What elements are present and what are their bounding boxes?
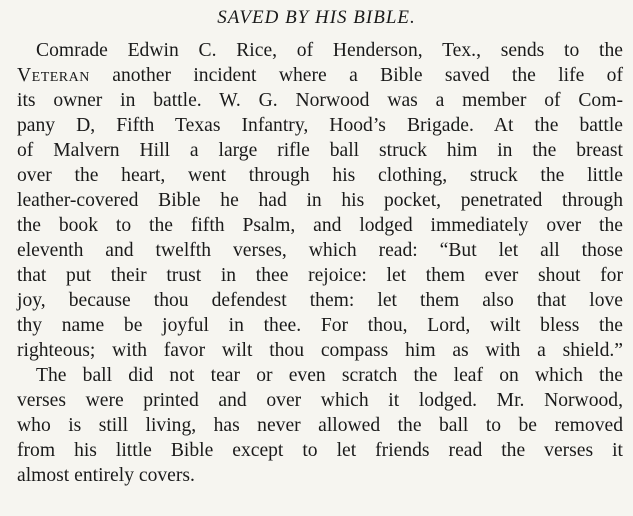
text-line: its owner in battle. W. G. Norwood was a member of Com- xyxy=(17,90,623,111)
text-line: The ball did not tear or even scratch the leaf on which the xyxy=(36,365,623,386)
text-line: righteous; with favor wilt thou compass him as with a shield.” xyxy=(17,340,623,361)
text-line: pany D, Fifth Texas Infantry, Hood’s Brigade. At the battle xyxy=(17,115,623,136)
veteran-word: Veteran xyxy=(17,65,90,86)
article-title: SAVED BY HIS BIBLE. xyxy=(217,7,416,28)
text-line: Comrade Edwin C. Rice, of Henderson, Tex., sends to the xyxy=(36,40,623,61)
text-line-rest: another incident where a Bible saved the life of xyxy=(112,65,623,86)
text-line: eleventh and twelfth verses, which read: “But let all those xyxy=(17,240,623,261)
text-line: joy, because thou defendest them: let them also that love xyxy=(17,290,623,311)
text-line: almost entirely covers. xyxy=(17,465,195,486)
text-line: of Malvern Hill a large rifle ball struck him in the breast xyxy=(17,140,623,161)
text-line: the book to the fifth Psalm, and lodged immediately over the xyxy=(17,215,623,236)
text-line: verses were printed and over which it lodged. Mr. Norwood, xyxy=(17,390,623,411)
text-line: thy name be joyful in thee. For thou, Lord, wilt bless the xyxy=(17,315,623,336)
text-line xyxy=(17,63,623,88)
text-line: from his little Bible except to let friends read the verses it xyxy=(17,440,623,461)
text-line: who is still living, has never allowed the ball to be removed xyxy=(17,415,623,436)
text-line: that put their trust in thee rejoice: let them ever shout for xyxy=(17,265,623,286)
text-line: leather-covered Bible he had in his pocket, penetrated through xyxy=(17,190,623,211)
text-line: over the heart, went through his clothing, struck the little xyxy=(17,165,623,186)
